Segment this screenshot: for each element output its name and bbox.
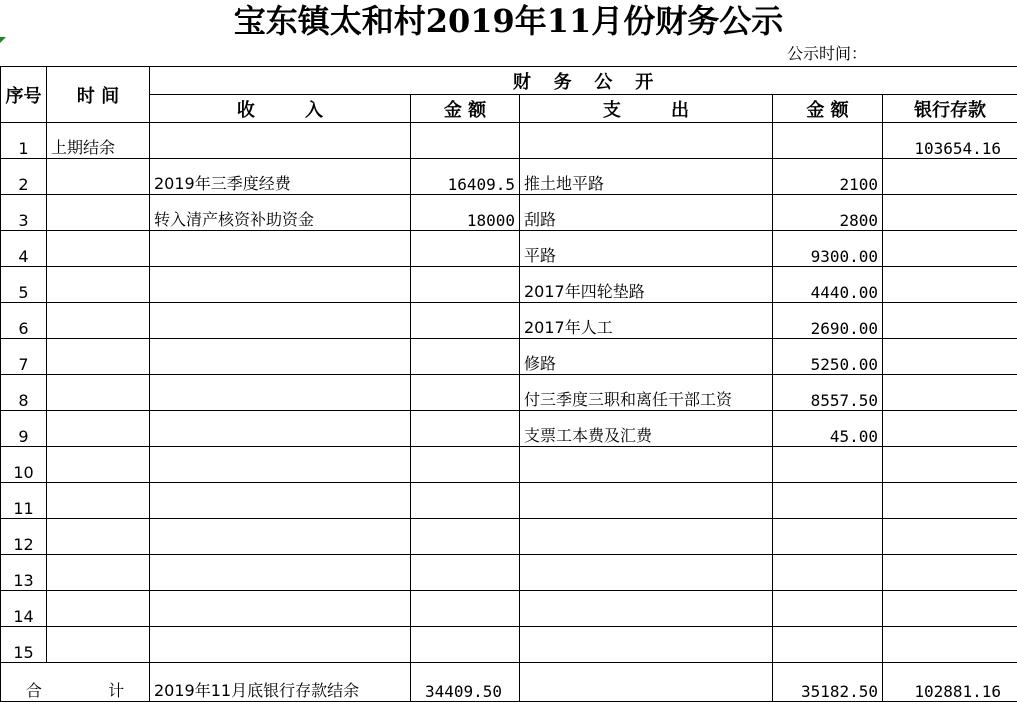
row-expense-amount[interactable]: 2100 [773,159,883,195]
row-income-amount[interactable] [411,519,520,555]
row-income[interactable] [150,519,411,555]
table-row[interactable] [1,231,1017,267]
row-bank[interactable] [883,555,1017,591]
row-expense[interactable]: 平路 [520,231,773,267]
row-bank[interactable] [883,195,1017,231]
table-row[interactable] [1,375,1017,411]
row-time[interactable] [47,591,150,627]
table-row[interactable] [1,519,1017,555]
row-expense-amount[interactable] [773,627,883,663]
row-time[interactable] [47,231,150,267]
row-time[interactable]: 上期结余 [47,123,150,159]
publish-time-label: 公示时间： [787,43,867,65]
total-label[interactable] [1,663,150,702]
row-time[interactable] [47,375,150,411]
row-expense[interactable]: 支票工本费及汇费 [520,411,773,447]
total-income-amount[interactable]: 34409.50 [411,663,520,702]
table-row[interactable] [1,267,1017,303]
row-expense-amount[interactable]: 2690.00 [773,303,883,339]
header-bank-deposit: 银行存款 [883,95,1017,123]
row-bank[interactable] [883,591,1017,627]
row-income[interactable] [150,375,411,411]
row-index[interactable]: 2 [1,159,47,195]
row-expense[interactable] [520,447,773,483]
row-expense[interactable] [520,591,773,627]
row-income[interactable]: 2019年三季度经费 [150,159,411,195]
row-bank[interactable] [883,375,1017,411]
row-time[interactable] [47,267,150,303]
row-index[interactable]: 10 [1,447,47,483]
row-time[interactable] [47,519,150,555]
row-income[interactable] [150,231,411,267]
row-income-amount[interactable] [411,627,520,663]
row-income-amount[interactable] [411,339,520,375]
header-expense: 支 出 [520,95,773,123]
row-expense[interactable]: 修路 [520,339,773,375]
table-row[interactable] [1,627,1017,663]
row-index[interactable]: 4 [1,231,47,267]
total-row[interactable] [1,663,1017,702]
row-income-amount[interactable] [411,231,520,267]
row-index[interactable]: 11 [1,483,47,519]
row-index[interactable]: 9 [1,411,47,447]
table-row[interactable] [1,555,1017,591]
row-income[interactable] [150,555,411,591]
header-seq: 序号 [1,67,47,123]
row-expense[interactable]: 付三季度三职和离任干部工资 [520,375,773,411]
table-row[interactable] [1,483,1017,519]
row-income-amount[interactable] [411,411,520,447]
row-time[interactable] [47,483,150,519]
row-expense-amount[interactable]: 2800 [773,195,883,231]
row-bank[interactable] [883,483,1017,519]
row-bank[interactable] [883,159,1017,195]
page-title: 宝东镇太和村2019年11月份财务公示 [0,0,1017,40]
row-expense-amount[interactable] [773,591,883,627]
row-index[interactable]: 7 [1,339,47,375]
table-row[interactable] [1,195,1017,231]
row-index[interactable]: 13 [1,555,47,591]
row-index[interactable]: 14 [1,591,47,627]
row-income[interactable] [150,303,411,339]
header-finance-public: 财 务 公 开 [150,67,1017,95]
row-income-amount[interactable]: 18000 [411,195,520,231]
row-expense-amount[interactable]: 8557.50 [773,375,883,411]
row-expense[interactable] [520,519,773,555]
row-income[interactable] [150,339,411,375]
row-index[interactable]: 15 [1,627,47,663]
table-row[interactable] [1,123,1017,159]
row-index[interactable]: 6 [1,303,47,339]
row-expense[interactable]: 2017年人工 [520,303,773,339]
row-expense-amount[interactable]: 5250.00 [773,339,883,375]
row-income-amount[interactable] [411,483,520,519]
row-time[interactable] [47,159,150,195]
total-income[interactable]: 2019年11月底银行存款结余 [150,663,411,702]
row-bank[interactable] [883,231,1017,267]
row-income[interactable] [150,627,411,663]
row-income[interactable] [150,483,411,519]
row-income-amount[interactable]: 16409.5 [411,159,520,195]
row-income[interactable] [150,411,411,447]
row-expense-amount[interactable] [773,483,883,519]
row-index[interactable]: 1 [1,123,47,159]
row-expense[interactable] [520,555,773,591]
cell-indicator-icon [0,37,6,43]
row-income[interactable] [150,267,411,303]
row-income[interactable] [150,123,411,159]
header-time: 时 间 [47,67,150,123]
row-income-amount[interactable] [411,447,520,483]
row-time[interactable] [47,411,150,447]
row-income[interactable] [150,447,411,483]
total-bank[interactable]: 102881.16 [883,663,1017,702]
header-income: 收 入 [150,95,411,123]
row-expense[interactable]: 2017年四轮垫路 [520,267,773,303]
header-income-amount: 金 额 [411,95,520,123]
row-time[interactable] [47,339,150,375]
row-expense-amount[interactable] [773,447,883,483]
row-index[interactable]: 3 [1,195,47,231]
table-row[interactable] [1,447,1017,483]
row-expense-amount[interactable]: 4440.00 [773,267,883,303]
row-expense[interactable]: 推土地平路 [520,159,773,195]
row-income-amount[interactable] [411,375,520,411]
row-time[interactable] [47,447,150,483]
row-bank[interactable] [883,447,1017,483]
row-bank[interactable] [883,411,1017,447]
finance-table [0,66,1017,702]
row-expense-amount[interactable]: 9300.00 [773,231,883,267]
table-row[interactable] [1,591,1017,627]
row-income-amount[interactable] [411,123,520,159]
table-row[interactable] [1,339,1017,375]
row-bank[interactable] [883,303,1017,339]
row-index[interactable]: 8 [1,375,47,411]
row-expense-amount[interactable] [773,123,883,159]
header-expense-amount: 金 额 [773,95,883,123]
row-expense-amount[interactable] [773,519,883,555]
row-expense-amount[interactable] [773,555,883,591]
row-income-amount[interactable] [411,267,520,303]
row-time[interactable] [47,555,150,591]
row-income-amount[interactable] [411,303,520,339]
row-index[interactable]: 12 [1,519,47,555]
row-expense[interactable]: 刮路 [520,195,773,231]
row-income-amount[interactable] [411,555,520,591]
table-row[interactable] [1,159,1017,195]
row-bank[interactable] [883,519,1017,555]
total-expense-amount[interactable]: 35182.50 [773,663,883,702]
row-expense[interactable] [520,483,773,519]
row-expense[interactable] [520,627,773,663]
row-time[interactable] [47,303,150,339]
table-body [1,123,1017,663]
row-index[interactable]: 5 [1,267,47,303]
row-bank[interactable] [883,267,1017,303]
table-row[interactable] [1,411,1017,447]
row-bank[interactable] [883,339,1017,375]
row-bank[interactable]: 103654.16 [883,123,1017,159]
total-label-a: 合 [26,678,42,701]
row-expense[interactable] [520,123,773,159]
total-expense[interactable] [520,663,773,702]
row-income-amount[interactable] [411,591,520,627]
row-bank[interactable] [883,627,1017,663]
row-income[interactable]: 转入清产核资补助资金 [150,195,411,231]
row-income[interactable] [150,591,411,627]
row-expense-amount[interactable]: 45.00 [773,411,883,447]
table-row[interactable] [1,303,1017,339]
row-time[interactable] [47,195,150,231]
total-label-b: 计 [108,678,124,701]
row-time[interactable] [47,627,150,663]
